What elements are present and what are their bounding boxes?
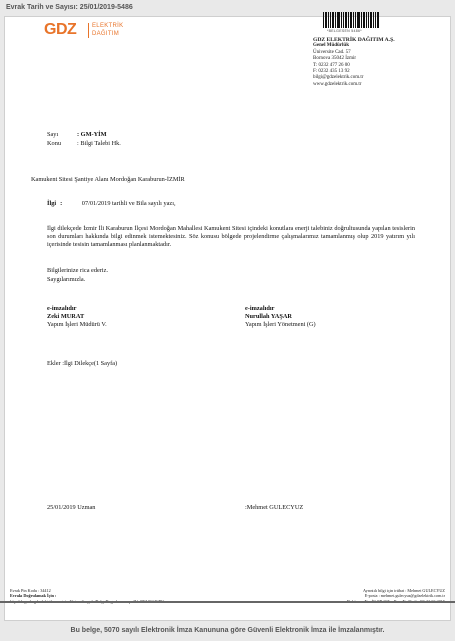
- sig-left-title: Yapım İşleri Müdürü V.: [47, 321, 107, 328]
- prepared-person: :Mehmet GULECYUZ: [245, 504, 304, 511]
- verify-label: Evrakı Doğrulamak İçin :: [10, 593, 57, 599]
- company-addr2: Bornova 35042 İzmir: [313, 56, 357, 62]
- signature-left: [47, 305, 107, 329]
- barcode: [323, 12, 379, 28]
- recipient: Kamukent Sitesi Şantiye Alanı Mordoğan Karaburun-İZMİR: [31, 176, 185, 183]
- ilgi-value: 07/01/2019 tarihli ve Bila sayılı yazı,: [81, 200, 176, 207]
- meta-konu: [47, 139, 121, 148]
- footer-email[interactable]: E-posta : mehmet.gulecyuz@gdzelektrik.com.tr: [364, 593, 445, 599]
- sig-right-title: Yapım İşleri Yönetmeni (G): [245, 321, 316, 328]
- logo-line2: DAĞITIM: [92, 31, 120, 37]
- company-addr1: Üniversite Cad. 57: [313, 49, 351, 55]
- company-tel: T: 0232 477 26 00: [313, 62, 350, 68]
- prepared-date-role: 25/01/2019 Uzman: [47, 504, 96, 511]
- document-header: Evrak Tarih ve Sayısı: 25/01/2019-5486: [6, 4, 133, 11]
- meta-sayi: [47, 130, 121, 139]
- konu-value: : Bilgi Talebi Hk.: [77, 140, 121, 147]
- company-web: www.gdzelektrik.com.tr: [313, 81, 362, 87]
- logo-separator: [88, 23, 89, 38]
- logo-subtitle: [92, 22, 123, 38]
- company-name: GDZ ELEKTRİK DAĞITIM A.Ş.: [313, 37, 395, 43]
- attachments: Ekler :İlgi Dilekçe(1 Sayfa): [47, 360, 118, 367]
- body-paragraph: İlgi dilekçede İzmir İli Karaburun İlçesi Mordoğan Mahallesi Kamukent Sitesi içindeki konutlara enerji talebiniz doğrultusunda yapılan tesislerin son durumları hakkında bilgi edinmek istemektesiniz. Söz konusu bölgede projelendirme çalışmalarımız tamamlanmış olup 2019 yatırım yılı içerisinde tesisin tamamlanması planlanmaktadır.: [47, 225, 415, 248]
- ilgi-line: [47, 200, 176, 208]
- company-dept: Genel Müdürlük: [313, 43, 349, 49]
- pin-code: Evrak Pin Kodu : 34412: [10, 588, 51, 593]
- body-request: Bilgilerinize rica ederiz.: [47, 267, 109, 274]
- sig-left-tag: e-imzalıdır: [47, 305, 77, 312]
- logo-line1: ELEKTRİK: [92, 23, 124, 29]
- company-fax: F: 0232 435 13 92: [313, 69, 350, 75]
- ilgi-colon: :: [60, 200, 63, 207]
- sayi-value: : GM-YİM: [77, 131, 107, 138]
- footer-contact-person: Ayrıntılı bilgi için irtibat : Mehmet GULECYUZ: [363, 588, 445, 593]
- footer-doc-no: Doküman No: İK.FR.025 – Rev. No/Tarih: 03/ 22.06.2015: [346, 598, 445, 604]
- ilgi-label: İlgi: [47, 200, 57, 207]
- esignature-banner: Bu belge, 5070 sayılı Elektronik İmza Kanununa göre Güvenli Elektronik İmza ile İmzalanmıştır.: [70, 627, 385, 634]
- gdz-logo: [44, 21, 134, 39]
- company-email: bilgi@gdzelektrik.com.tr: [313, 75, 364, 81]
- barcode-number: *BELGESEN 5486*: [327, 29, 362, 33]
- meta-block: [47, 130, 121, 148]
- sig-left-name: Zeki MURAT: [47, 313, 85, 320]
- company-address-block: [313, 37, 395, 88]
- logo-letters: GDZ: [44, 21, 77, 38]
- sayi-label: Sayı: [47, 131, 59, 138]
- sig-right-name: Nurullah YAŞAR: [245, 313, 292, 320]
- konu-label: Konu: [47, 140, 61, 147]
- signature-right: [245, 305, 316, 329]
- verify-url[interactable]: http://dogrula.gdzelektrik.com.tr/enVision.Sorgula/BelgeDogrulama.aspx?V=BEL966ICRV: [10, 598, 165, 604]
- sig-right-tag: e-imzalıdır: [245, 305, 275, 312]
- body-closing: Saygılarımızla.: [47, 276, 86, 283]
